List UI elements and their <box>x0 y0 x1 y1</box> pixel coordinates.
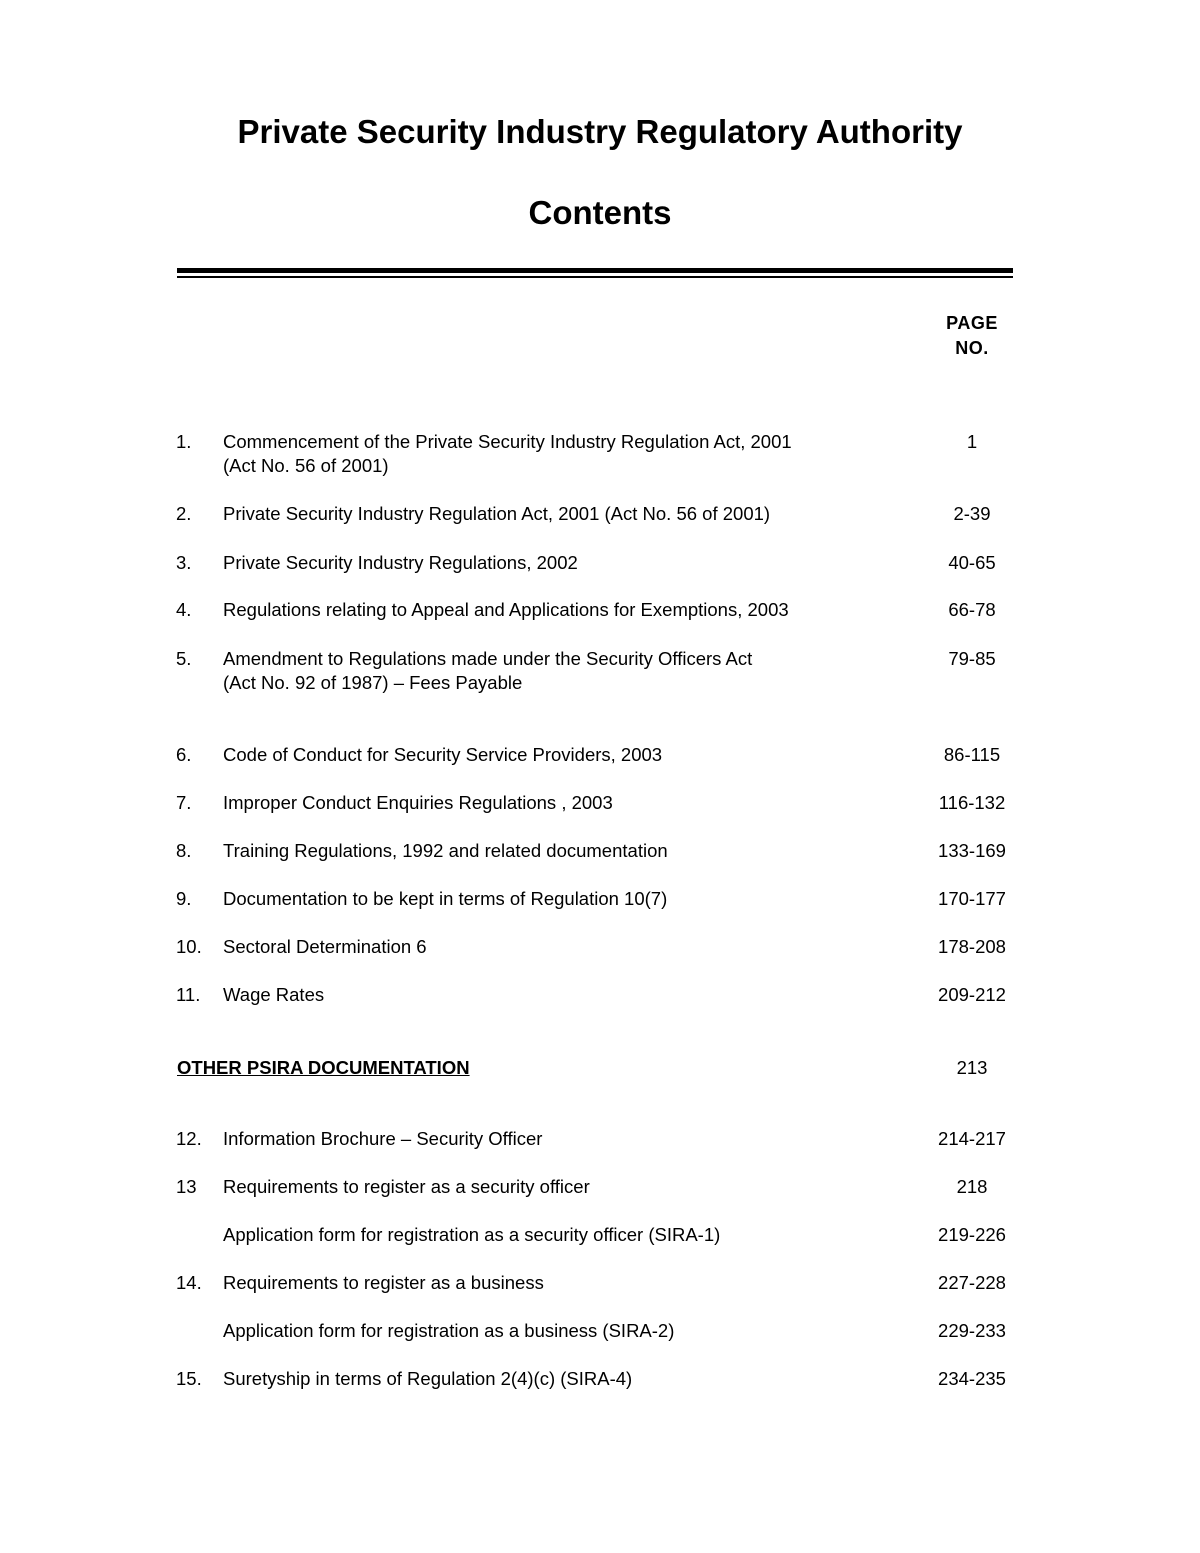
entry-title <box>223 1175 903 1199</box>
entry-title-line1: Wage Rates <box>223 984 325 1005</box>
entry-title <box>223 1367 903 1391</box>
entry-number: 5. <box>176 648 192 669</box>
entry-title-line2: (Act No. 92 of 1987) – Fees Payable <box>223 672 523 693</box>
entry-title <box>223 430 903 478</box>
entry-title-line1: Regulations relating to Appeal and Applications for Exemptions, 2003 <box>223 599 789 620</box>
section-page-number: 213 <box>956 1057 988 1078</box>
entry-title-line1: Private Security Industry Regulation Act, 2001 (Act No. 56 of 2001) <box>223 503 771 524</box>
entry-number: 1. <box>176 431 192 452</box>
entry-page-range: 178-208 <box>938 936 1006 957</box>
document-subtitle: Contents <box>528 194 672 231</box>
page-number-column-header <box>920 311 1024 361</box>
entry-page-range: 229-233 <box>938 1320 1006 1341</box>
entry-title-line1: Application form for registration as a security officer (SIRA-1) <box>223 1224 721 1245</box>
entry-page-range: 79-85 <box>948 648 996 669</box>
entry-title-line2: (Act No. 56 of 2001) <box>223 455 389 476</box>
entry-page-range: 170-177 <box>938 888 1006 909</box>
entry-page-range: 40-65 <box>948 552 996 573</box>
entry-title <box>223 1271 903 1295</box>
page-header-line2: NO. <box>955 338 989 358</box>
entry-title-line1: Suretyship in terms of Regulation 2(4)(c) (SIRA-4) <box>223 1368 633 1389</box>
entry-title-line1: Private Security Industry Regulations, 2002 <box>223 552 578 573</box>
entry-number: 12. <box>176 1128 202 1149</box>
entry-page-range: 209-212 <box>938 984 1006 1005</box>
entry-title <box>223 791 903 815</box>
entry-number: 4. <box>176 599 192 620</box>
entry-page-range: 133-169 <box>938 840 1006 861</box>
entry-title <box>223 647 903 695</box>
entry-title <box>223 887 903 911</box>
header-rule-thin <box>177 276 1013 278</box>
entry-page-range: 116-132 <box>938 792 1006 813</box>
entry-number: 9. <box>176 888 192 909</box>
entry-title <box>223 839 903 863</box>
entry-number: 11. <box>176 984 201 1005</box>
entry-title <box>223 1127 903 1151</box>
entry-title <box>223 502 903 526</box>
entry-number: 15. <box>176 1368 202 1389</box>
entry-number: 8. <box>176 840 192 861</box>
entry-page-range: 227-228 <box>938 1272 1006 1293</box>
header-rule-thick <box>177 268 1013 273</box>
document-title: Private Security Industry Regulatory Authority <box>237 113 963 150</box>
entry-title-line1: Training Regulations, 1992 and related documentation <box>223 840 668 861</box>
entry-title-line1: Code of Conduct for Security Service Providers, 2003 <box>223 744 663 765</box>
entry-title <box>223 935 903 959</box>
entry-title-line1: Amendment to Regulations made under the Security Officers Act <box>223 648 753 669</box>
entry-number: 2. <box>176 503 192 524</box>
entry-number: 14. <box>176 1272 202 1293</box>
entry-title-line1: Documentation to be kept in terms of Regulation 10(7) <box>223 888 668 909</box>
entry-title-line1: Improper Conduct Enquiries Regulations , 2003 <box>223 792 613 813</box>
entry-title-line1: Sectoral Determination 6 <box>223 936 427 957</box>
entry-title-line1: Information Brochure – Security Officer <box>223 1128 543 1149</box>
entry-number: 7. <box>176 792 192 813</box>
entry-page-range: 86-115 <box>943 744 1001 765</box>
entry-title <box>223 983 903 1007</box>
entry-title <box>223 743 903 767</box>
entry-title <box>223 551 903 575</box>
entry-title <box>223 1319 903 1343</box>
entry-title-line1: Requirements to register as a security officer <box>223 1176 590 1197</box>
entry-title-line1: Commencement of the Private Security Industry Regulation Act, 2001 <box>223 431 792 452</box>
entry-number: 3. <box>176 552 192 573</box>
entry-number: 10. <box>176 936 202 957</box>
entry-title-line1: Application form for registration as a business (SIRA-2) <box>223 1320 675 1341</box>
section-heading-title: OTHER PSIRA DOCUMENTATION <box>177 1057 470 1078</box>
entry-number: 13 <box>176 1176 197 1197</box>
entry-page-range: 214-217 <box>938 1128 1006 1149</box>
entry-page-range: 66-78 <box>948 599 996 620</box>
entry-page-range: 1 <box>966 431 978 452</box>
entry-title <box>223 1223 903 1247</box>
entry-page-range: 219-226 <box>938 1224 1006 1245</box>
entry-page-range: 218 <box>956 1176 988 1197</box>
entry-page-range: 2-39 <box>953 503 991 524</box>
entry-number: 6. <box>176 744 192 765</box>
entry-title-line1: Requirements to register as a business <box>223 1272 544 1293</box>
page-header-line1: PAGE <box>946 313 998 333</box>
entry-title <box>223 598 903 622</box>
entry-page-range: 234-235 <box>938 1368 1006 1389</box>
